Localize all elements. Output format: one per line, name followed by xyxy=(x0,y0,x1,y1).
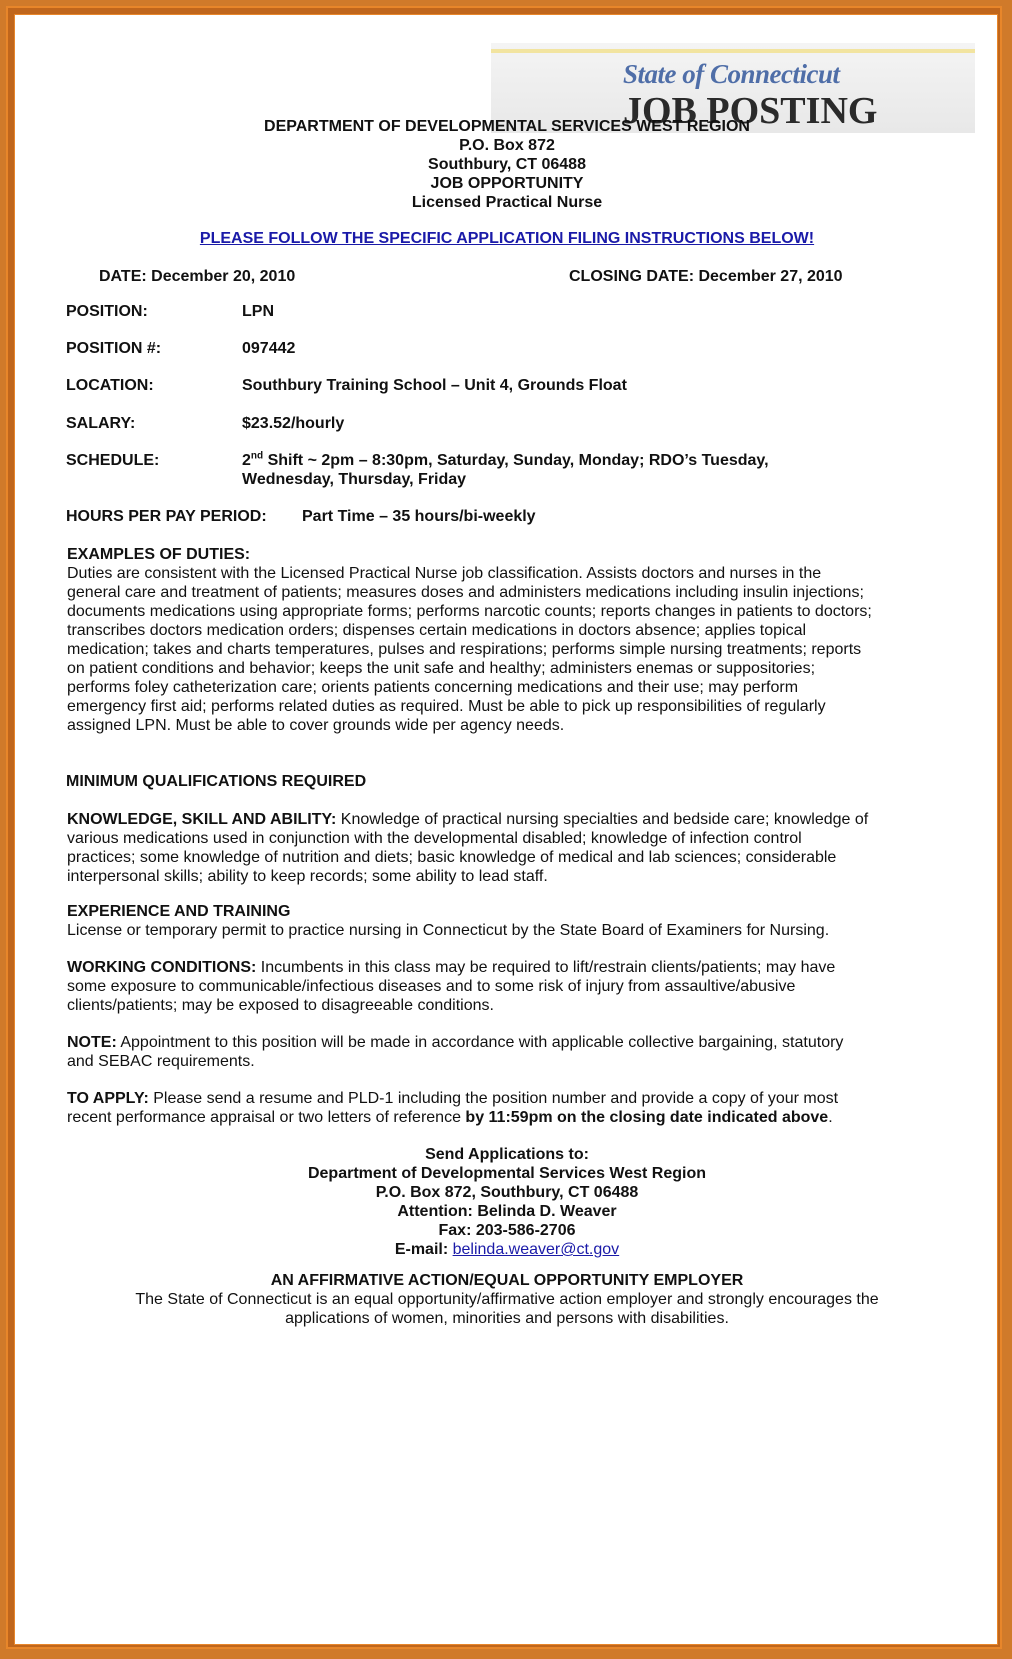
duties-section xyxy=(67,545,917,735)
note-section xyxy=(67,1033,917,1071)
job-title: Licensed Practical Nurse xyxy=(411,194,603,211)
experience-section xyxy=(67,902,917,940)
department-heading: DEPARTMENT OF DEVELOPMENTAL SERVICES WEST REGION xyxy=(264,118,750,135)
duties-line: medication; takes and charts temperatures, pulses and respirations; performs simple nursing treatments; reports xyxy=(67,641,862,658)
logo-bar xyxy=(491,49,975,53)
note-line-2: and SEBAC requirements. xyxy=(67,1053,255,1070)
send-applications-block xyxy=(15,1145,999,1259)
logo-job-posting-text: JOB POSTING xyxy=(623,90,878,132)
duties-line: assigned LPN. Must be able to cover grounds wide per agency needs. xyxy=(67,717,565,734)
document-page xyxy=(14,14,998,1645)
position-number-label: POSITION #: xyxy=(66,340,162,357)
position-value: LPN xyxy=(242,303,274,320)
logo-state-text: State of Connecticut xyxy=(623,59,840,89)
ksa-line: various medications used in conjunction with the developmental disabled; knowledge of infection control xyxy=(67,830,802,847)
working-conditions-section xyxy=(67,958,917,1015)
ksa-line-1: Knowledge of practical nursing specialties and bedside care; knowledge of xyxy=(336,811,869,828)
apply-section xyxy=(67,1089,917,1127)
schedule-line-2: Wednesday, Thursday, Friday xyxy=(242,471,467,488)
send-heading: Send Applications to: xyxy=(425,1146,589,1163)
hours-value: Part Time – 35 hours/bi-weekly xyxy=(302,508,536,525)
duties-line: performs foley catheterization care; orients patients concerning medications and their use; may perform xyxy=(67,679,799,696)
working-line: some exposure to communicable/infectious diseases and to some risk of injury from assaultive/abusive xyxy=(67,978,796,995)
ksa-label: KNOWLEDGE, SKILL AND ABILITY: xyxy=(67,811,337,828)
email-link[interactable]: belinda.weaver@ct.gov xyxy=(452,1241,620,1258)
send-fax: Fax: 203-586-2706 xyxy=(438,1222,576,1239)
ksa-line: interpersonal skills; ability to keep records; some ability to lead staff. xyxy=(67,868,548,885)
job-opportunity: JOB OPPORTUNITY xyxy=(430,175,584,192)
apply-line-2-end: . xyxy=(828,1109,833,1126)
duties-heading: EXAMPLES OF DUTIES: xyxy=(67,546,251,563)
header-block xyxy=(15,117,999,212)
min-qualifications-heading: MINIMUM QUALIFICATIONS REQUIRED xyxy=(66,773,367,790)
schedule-value xyxy=(242,451,942,489)
apply-line-1: Please send a resume and PLD-1 including the position number and provide a copy of your most xyxy=(148,1090,839,1107)
schedule-shift-number: 2 xyxy=(242,452,251,469)
hours-label: HOURS PER PAY PERIOD: xyxy=(66,508,267,525)
eeo-heading: AN AFFIRMATIVE ACTION/EQUAL OPPORTUNITY EMPLOYER xyxy=(270,1272,744,1289)
closing-date: CLOSING DATE: December 27, 2010 xyxy=(569,268,843,285)
posting-date: DATE: December 20, 2010 xyxy=(99,268,296,285)
ksa-line: practices; some knowledge of nutrition and diets; basic knowledge of medical and lab sciences; considerable xyxy=(67,849,837,866)
salary-value: $23.52/hourly xyxy=(242,415,345,432)
duties-line: general care and treatment of patients; measures doses and administers medications including insulin injections; xyxy=(67,584,864,601)
email-label: E-mail: xyxy=(394,1241,453,1258)
duties-line: on patient conditions and behavior; keeps the unit safe and healthy; administers enemas or suppositories; xyxy=(67,660,816,677)
working-line: clients/patients; may be exposed to disagreeable conditions. xyxy=(67,997,494,1014)
ksa-section xyxy=(67,810,917,886)
schedule-line-1: Shift ~ 2pm – 8:30pm, Saturday, Sunday, Monday; RDO’s Tuesday, xyxy=(263,452,769,469)
experience-heading: EXPERIENCE AND TRAINING xyxy=(67,903,291,920)
working-conditions-label: WORKING CONDITIONS: xyxy=(67,959,257,976)
po-box: P.O. Box 872 xyxy=(459,137,555,154)
apply-label: TO APPLY: xyxy=(67,1090,149,1107)
apply-deadline: by 11:59pm on the closing date indicated above xyxy=(465,1109,829,1126)
schedule-shift-suffix: nd xyxy=(250,450,264,462)
eeo-line-2: applications of women, minorities and persons with disabilities. xyxy=(285,1310,729,1327)
instructions-link[interactable]: PLEASE FOLLOW THE SPECIFIC APPLICATION FILING INSTRUCTIONS BELOW! xyxy=(199,230,815,247)
location-value: Southbury Training School – Unit 4, Grounds Float xyxy=(242,377,627,394)
send-department: Department of Developmental Services West Region xyxy=(307,1165,707,1182)
duties-line: transcribes doctors medication orders; dispenses certain medications in doctors absence; applies topical xyxy=(67,622,807,639)
note-label: NOTE: xyxy=(67,1034,117,1051)
experience-text: License or temporary permit to practice nursing in Connecticut by the State Board of Examiners for Nursing. xyxy=(67,922,830,939)
apply-line-2: recent performance appraisal or two letters of reference xyxy=(67,1109,466,1126)
duties-line: documents medications using appropriate forms; performs narcotic counts; reports changes in patients to doctors; xyxy=(67,603,872,620)
schedule-label: SCHEDULE: xyxy=(66,452,160,469)
location-label: LOCATION: xyxy=(66,377,154,394)
send-address: P.O. Box 872, Southbury, CT 06488 xyxy=(375,1184,639,1201)
city-line: Southbury, CT 06488 xyxy=(428,156,586,173)
position-label: POSITION: xyxy=(66,303,148,320)
duties-line: Duties are consistent with the Licensed Practical Nurse job classification. Assists doctors and nurses in the xyxy=(67,565,822,582)
duties-line: emergency first aid; performs related duties as required. Must be able to pick up responsibilities of regularly xyxy=(67,698,826,715)
position-number-value: 097442 xyxy=(242,340,296,357)
eeo-line-1: The State of Connecticut is an equal opportunity/affirmative action employer and strongly encourages the xyxy=(135,1291,879,1308)
send-attention: Attention: Belinda D. Weaver xyxy=(397,1203,617,1220)
note-line-1: Appointment to this position will be made in accordance with applicable collective bargaining, statutory xyxy=(116,1034,844,1051)
salary-label: SALARY: xyxy=(66,415,136,432)
eeo-block xyxy=(15,1271,999,1328)
working-line-1: Incumbents in this class may be required to lift/restrain clients/patients; may have xyxy=(256,959,836,976)
